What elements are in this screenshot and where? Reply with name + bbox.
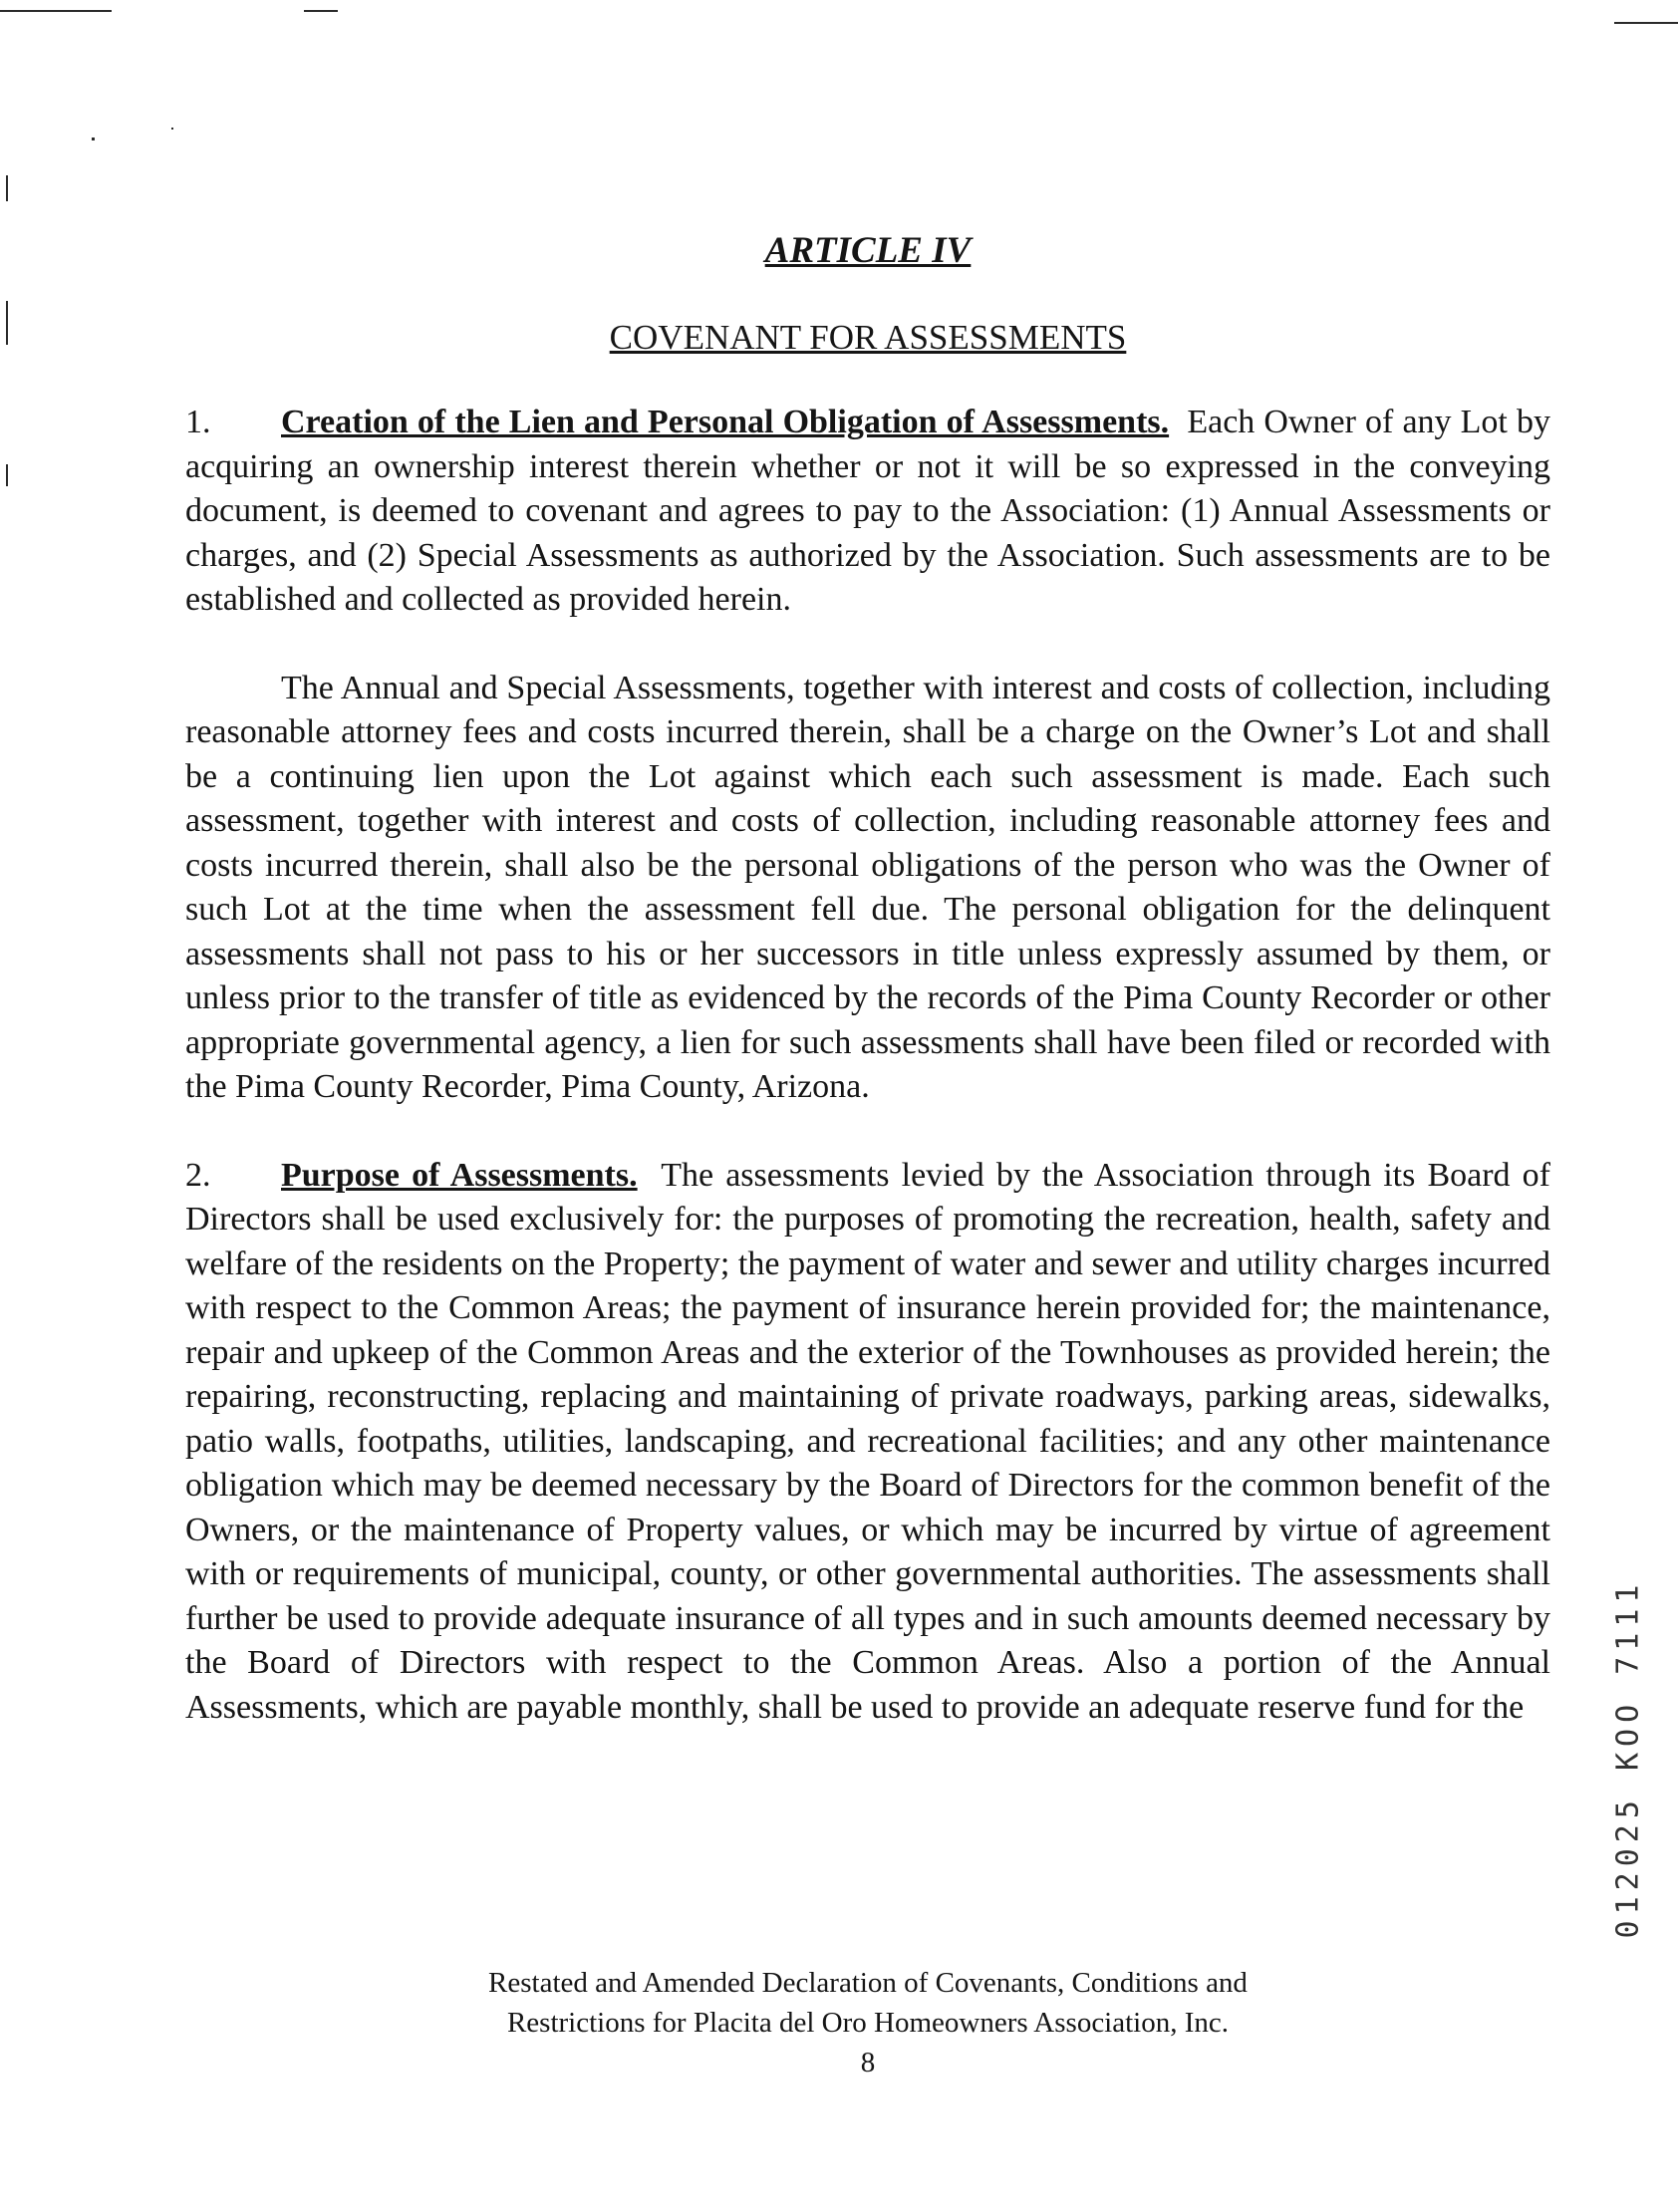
section-heading: Creation of the Lien and Personal Obligation of Assessments. bbox=[281, 404, 1170, 440]
scan-tick bbox=[6, 301, 8, 345]
scan-tick bbox=[6, 464, 8, 486]
section-text: Each Owner of any Lot by acquiring an ownership interest therein whether or not it will be so expressed in the conveying document, is deemed to covenant and agrees to pay to the Association: (1) Annual Assessments or charges, and (2) Special Assessments as authorized by the Association. Such assessments are to be established and collected as provided herein. bbox=[185, 404, 1550, 618]
scan-line-top-left bbox=[0, 10, 112, 12]
scan-tick bbox=[6, 175, 8, 201]
section-1-paragraph-2: The Annual and Special Assessments, together with interest and costs of collection, including reasonable attorney fees and costs incurred therein, shall be a charge on the Owner’s Lot and shall be a continuing lien upon the Lot against which each such assessment is made. Each such assessment, together with interest and costs of collection, including reasonable attorney fees and costs incurred therein, shall also be the personal obligations of the person who was the Owner of such Lot at the time when the assessment fell due. The personal obligation for the delinquent assessments shall not pass to his or her successors in title unless expressly assumed by them, or unless prior to the transfer of title as evidenced by the records of the Pima County Recorder or other appropriate governmental agency, a lien for such assessments shall have been filed or recorded with the Pima County Recorder, Pima County, Arizona. bbox=[185, 669, 1550, 1105]
article-title: COVENANT FOR ASSESSMENTS bbox=[609, 318, 1127, 357]
recording-stamp bbox=[1608, 1578, 1648, 1939]
footer-line-2: Restrictions for Placita del Oro Homeowners Association, Inc. bbox=[506, 2007, 1230, 2039]
section-2 bbox=[185, 1154, 1550, 1731]
section-heading: Purpose of Assessments. bbox=[281, 1156, 638, 1194]
section-text: The assessments levied by the Association through its Board of Directors shall be used exclusively for: the purposes of promoting the recreation, health, safety and welfare of the residents on the Property; the payment of water and sewer and utility charges incurred with respect to the Common Areas; the payment of insurance herein provided for; the maintenance, repair and upkeep of the Common Areas and the exterior of the Townhouses as provided herein; the repairing, reconstructing, replacing and maintaining of private roadways, parking areas, sidewalks, patio walls, footpaths, utilities, landscaping, and recreational facilities; and any other maintenance obligation which may be deemed necessary by the Board of Directors for the common benefit of the Owners, or the maintenance of Property values, or which may be incurred by virtue of agreement with or requirements of municipal, county, or other governmental authorities. The assessments shall further be used to provide adequate insurance of all types and in such amounts deemed necessary by the Board of Directors with respect to the Common Areas. Also a portion of the Annual Assessments, which are payable monthly, shall be used to provide an adequate reserve fund for the bbox=[185, 1156, 1550, 1726]
scan-line-top-mid bbox=[304, 10, 338, 12]
scan-dot bbox=[92, 138, 95, 140]
document-footer bbox=[185, 1963, 1550, 2082]
article-number: ARTICLE IV bbox=[764, 230, 972, 271]
scan-line-top-right bbox=[1614, 22, 1678, 24]
scan-dot bbox=[171, 128, 173, 130]
document-page bbox=[185, 229, 1550, 1774]
footer-line-1: Restated and Amended Declaration of Covenants, Conditions and bbox=[488, 1967, 1248, 1999]
section-number: 2. bbox=[185, 1156, 211, 1194]
page-number: 8 bbox=[860, 2047, 876, 2078]
section-number: 1. bbox=[185, 404, 211, 440]
recording-stamp-text: 012025 KOO 7111 bbox=[1610, 1578, 1646, 1939]
section-1 bbox=[185, 401, 1550, 623]
